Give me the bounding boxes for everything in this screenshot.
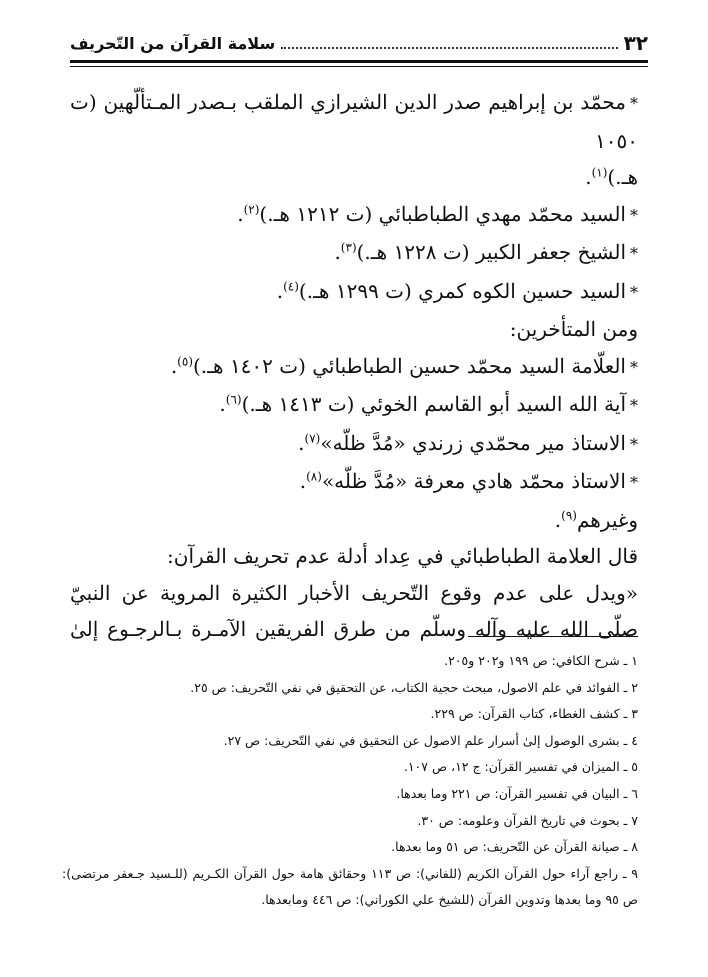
footnote: ٧ ـ بحوث في تاريخ القرآن وعلومه: ص ٣٠.	[417, 812, 638, 828]
header-rule-thin	[70, 66, 648, 67]
dotted-leader	[281, 45, 617, 49]
list-item-continuation: هـ.)$^{(١)}$.	[585, 165, 638, 189]
quote-line: صلّى الله عليه وآله وسلّم من طرق الفريقين الآمـرة بـالرجـوع إلىٰ	[70, 617, 638, 641]
list-item: *آية الله السيد أبو القاسم الخوئي (ت ١٤١٣ هـ.)$^{(٦)}$.	[219, 392, 638, 416]
star-bullet-icon: *	[630, 282, 638, 302]
list-item: *العلّامة السيد محمّد حسين الطباطبائي (ت ١٤٠٢ هـ.)$^{(٥)}$.	[170, 353, 638, 378]
footnotes	[62, 648, 638, 914]
list-item: *محمّد بن إبراهيم صدر الدين الشيرازي الملقب بـصدر المـتألّهين (ت ١٠٥٠	[70, 90, 638, 153]
footnote: ١ ـ شرح الكافي: ص ١٩٩ و٢٠٢ و٢٠٥.	[444, 653, 638, 668]
page-header	[70, 28, 648, 58]
footnote: ٤ ـ بشرى الوصول إلىٰ أسرار علم الاصول عن التحقيق في نفي التّحريف: ص ٢٧.	[223, 732, 638, 748]
quote-line: «ويدل على عدم وقوع التّحريف الأخبار الكثيرة المروية عن النبيّ	[70, 580, 638, 605]
list-item: *الشيخ جعفر الكبير (ت ١٢٢٨ هـ.)$^{(٣)}$.	[334, 240, 638, 264]
footnote-ref[interactable]: (٢)	[243, 201, 260, 216]
footnote: ٩ ـ راجع آراء حول القرآن الكريم (للفاني): ص ١١٣ وحقائق هامة حول القرآن الكـريم (للـسيد جـعفر مرتضى): ص ٩٥ وما بعدها وتدوين القرآن (للشيخ علي الكوراني): ص ٤٤٦ ومابعدها.	[62, 865, 639, 908]
body-text	[70, 84, 638, 648]
footnote-ref[interactable]: (٦)	[225, 392, 242, 407]
star-bullet-icon: *	[630, 94, 638, 113]
list-item: *الاستاذ مير محمّدي زرندي «مُدَّ ظلّه»$^{(٧)}$.	[298, 430, 638, 455]
footnote-separator	[468, 636, 638, 637]
others-line: وغيرهم$^{(٩)}$.	[554, 507, 638, 532]
list-item: *السيد محمّد مهدي الطباطبائي (ت ١٢١٢ هـ.)$^{(٢)}$.	[237, 201, 638, 226]
footnote-ref[interactable]: (٣)	[340, 240, 357, 255]
footnote-ref[interactable]: (٨)	[306, 469, 322, 484]
quote-intro: قال العلامة الطباطبائي في عِداد أدلة عدم تحريف القرآن:	[167, 544, 638, 568]
star-bullet-icon: *	[630, 244, 638, 263]
footnote: ٦ ـ البيان في تفسير القرآن: ص ٢٢١ وما بعدها.	[396, 785, 638, 801]
star-bullet-icon: *	[630, 396, 638, 415]
list-item: *الاستاذ محمّد هادي معرفة «مُدَّ ظلّه»$^{(٨)}$.	[299, 469, 638, 493]
star-bullet-icon: *	[630, 205, 638, 225]
footnote: ٢ ـ الفوائد في علم الاصول، مبحث حجية الكتاب، عن التحقيق في نفي التّحريف: ص ٢٥.	[190, 679, 638, 695]
section-heading: ومن المتأخرين:	[509, 317, 638, 341]
footnote: ٥ ـ الميزان في تفسير القرآن: ج ١٢، ص ١٠٧.	[403, 759, 638, 775]
star-bullet-icon: *	[630, 357, 638, 377]
page-number: ٣٢	[623, 31, 648, 55]
list-item: *السيد حسين الكوه كمري (ت ١٢٩٩ هـ.)$^{(٤)}$.	[276, 278, 638, 303]
running-title: سلامة القرآن من التّحريف	[70, 33, 276, 53]
star-bullet-icon: *	[630, 473, 638, 492]
header-rule-thick	[70, 60, 648, 63]
footnote-ref[interactable]: (١)	[591, 165, 608, 180]
footnote-ref[interactable]: (٥)	[177, 353, 193, 368]
footnote-ref[interactable]: (٧)	[304, 430, 321, 445]
star-bullet-icon: *	[630, 434, 638, 454]
footnote: ٨ ـ صيانة القرآن عن التّحريف: ص ٥١ وما بعدها.	[391, 839, 638, 855]
footnote-ref[interactable]: (٩)	[561, 507, 577, 522]
footnote-ref[interactable]: (٤)	[283, 278, 299, 293]
footnote: ٣ ـ كشف الغطاء، كتاب القرآن: ص ٢٢٩.	[430, 706, 638, 722]
